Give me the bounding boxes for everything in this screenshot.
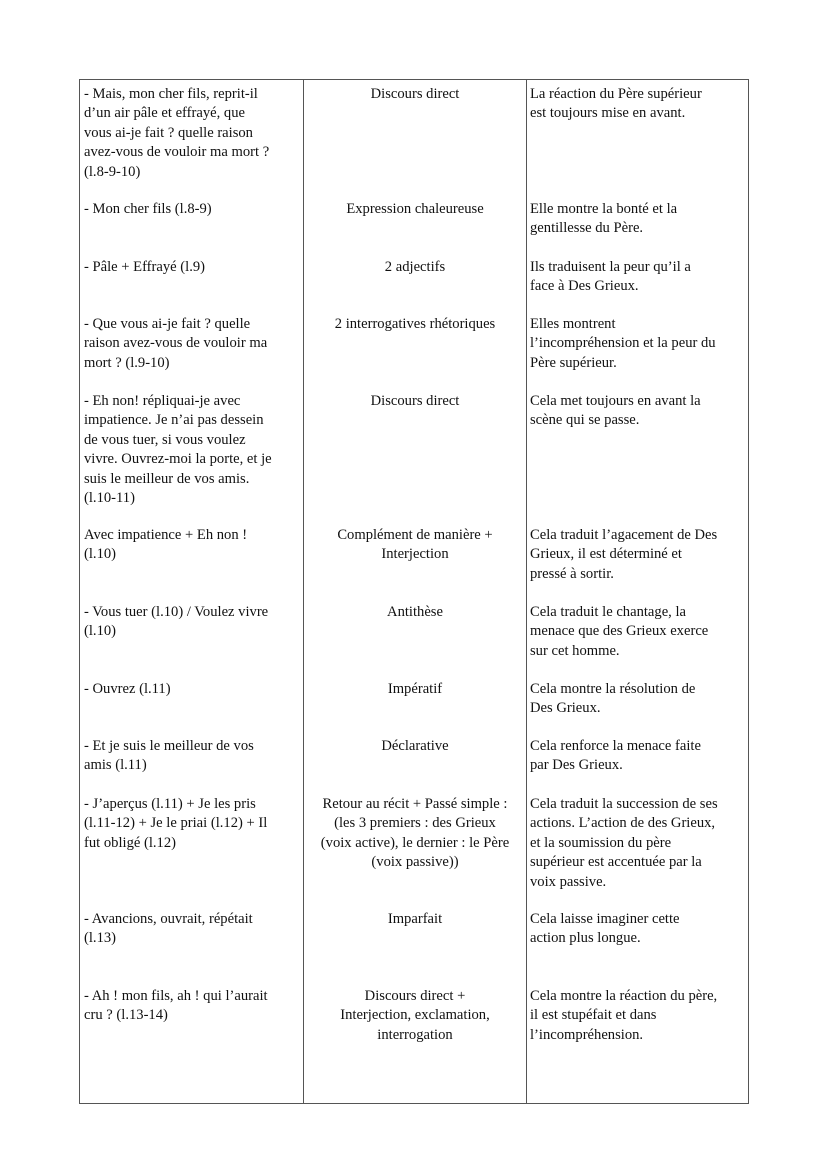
interpretation-cell: Cela montre la réaction du père, il est stupéfait et dans l’incompréhension.	[530, 988, 718, 1043]
citation-cell: Avec impatience + Eh non ! (l.10)	[84, 527, 248, 563]
interpretation-cell: Elle montre la bonté et la gentillesse du Père.	[530, 201, 678, 237]
citation-cell: - J’aperçus (l.11) + Je les pris (l.11-12) + Je le priai (l.12) + Il fut obligé (l.12)	[84, 796, 268, 851]
procede-cell: Retour au récit + Passé simple : (les 3 premiers : des Grieux (voix active), le dernier : le Père (voix passive))	[320, 796, 510, 871]
procede-cell: Discours direct	[370, 393, 460, 409]
citation-cell: - Vous tuer (l.10) / Voulez vivre (l.10)	[84, 604, 269, 640]
procede-cell: Antithèse	[387, 604, 443, 620]
citation-cell: - Et je suis le meilleur de vos amis (l.11)	[84, 738, 254, 774]
procede-cell: Complément de manière + Interjection	[337, 527, 493, 563]
procede-cell: Déclarative	[381, 738, 449, 754]
interpretation-cell: Cela laisse imaginer cette action plus longue.	[530, 911, 680, 947]
procede-cell: Discours direct + Interjection, exclamation, interrogation	[340, 988, 490, 1043]
citation-cell: - Ah ! mon fils, ah ! qui l’aurait cru ? (l.13-14)	[84, 988, 268, 1024]
citation-cell: - Que vous ai-je fait ? quelle raison avez-vous de vouloir ma mort ? (l.9-10)	[84, 316, 268, 371]
column-divider	[303, 80, 304, 1103]
interpretation-cell: Cela traduit la succession de ses actions. L’action de des Grieux, et la soumission du père supérieur est accentuée par la voix passive.	[530, 796, 718, 890]
citation-cell: - Ouvrez (l.11)	[84, 681, 171, 697]
interpretation-cell: Elles montrent l’incompréhension et la peur du Père supérieur.	[530, 316, 716, 371]
interpretation-cell: Cela renforce la menace faite par Des Grieux.	[530, 738, 701, 774]
column-divider	[526, 80, 527, 1103]
interpretation-cell: Cela montre la résolution de Des Grieux.	[530, 681, 696, 717]
procede-cell: 2 adjectifs	[384, 259, 446, 275]
procede-cell: Imparfait	[387, 911, 443, 927]
citation-cell: - Avancions, ouvrait, répétait (l.13)	[84, 911, 253, 947]
procede-cell: Expression chaleureuse	[346, 201, 484, 217]
procede-cell: Impératif	[387, 681, 443, 697]
interpretation-cell: Ils traduisent la peur qu’il a face à Des Grieux.	[530, 259, 691, 295]
citation-cell: - Mais, mon cher fils, reprit-il d’un air pâle et effrayé, que vous ai-je fait ? quelle raison avez-vous de vouloir ma mort ? (l.8-9-10)	[84, 86, 270, 180]
procede-cell: 2 interrogatives rhétoriques	[334, 316, 496, 332]
analysis-table	[79, 79, 749, 1104]
citation-cell: - Mon cher fils (l.8-9)	[84, 201, 212, 217]
interpretation-cell: Cela met toujours en avant la scène qui se passe.	[530, 393, 701, 429]
citation-cell: - Eh non! répliquai-je avec impatience. Je n’ai pas dessein de vous tuer, si vous voulez vivre. Ouvrez-moi la porte, et je suis le meilleur de vos amis. (l.10-11)	[84, 393, 272, 507]
procede-cell: Discours direct	[370, 86, 460, 102]
interpretation-cell: Cela traduit l’agacement de Des Grieux, il est déterminé et pressé à sortir.	[530, 527, 718, 582]
interpretation-cell: Cela traduit le chantage, la menace que des Grieux exerce sur cet homme.	[530, 604, 709, 659]
citation-cell: - Pâle + Effrayé (l.9)	[84, 259, 206, 275]
interpretation-cell: La réaction du Père supérieur est toujours mise en avant.	[530, 86, 702, 122]
